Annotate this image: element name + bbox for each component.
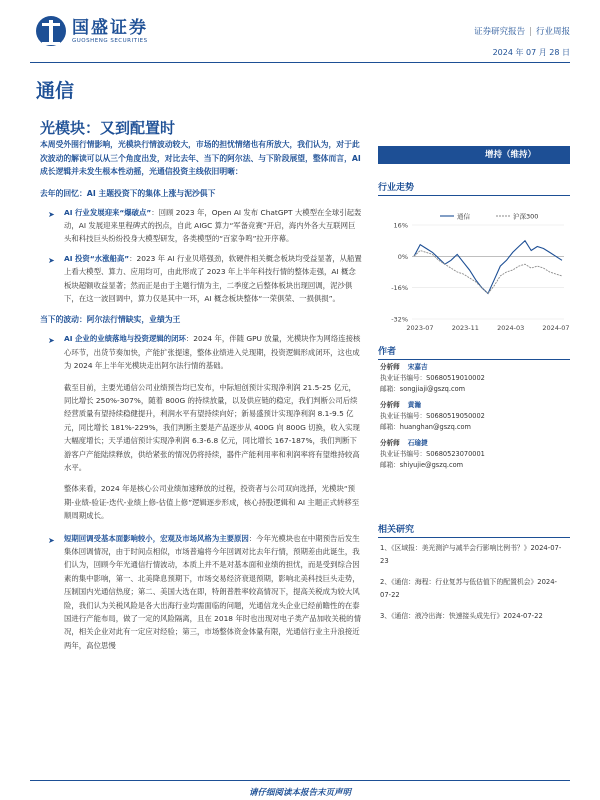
author-email[interactable]: shiyujie@gszq.com <box>399 461 464 469</box>
brand-logo <box>36 16 148 46</box>
bullet-text: ：今年光模块也在中期预告后发生集体回调情况，由于时间点相似，市场普遍将今年回调对比去年行情，预期差由此诞生，我们认为，回顾今年光通信行情波动，本质上并不是对基本面和业绩的担忧，而是受到综合因素的集中影响，第一、北美降息预期下，市场交易经济衰退预期，影响北美科技巨头走势，压制国内光通信热度；第二、美国大选在即，特朗普胜率较高情况下，提高关税成为较大风险，我们认为关税风险是各大出海行业均需面临的问题，光通信龙头企业已经前瞻性的在泰国进行产能布局，做了一定的风险隔离，且在 2018 年时也出现对电子类产品加收关税的情况，相关企业对此有一定应对经验；第三，市场整体资金体量有限，光通信行业主升浪接近两年，高位思慢 <box>64 533 361 650</box>
cert-number: S0680519050002 <box>426 412 485 420</box>
x-tick-label: 2023-07 <box>406 324 434 332</box>
trend-heading: 行业走势 <box>378 180 570 196</box>
triangle-bullet-icon: ➤ <box>48 209 55 219</box>
rating-badge: 增持（维持） <box>378 146 570 164</box>
bullet-lead: AI 行业发展迎来“爆破点” <box>64 207 152 217</box>
triangle-bullet-icon: ➤ <box>48 535 55 545</box>
author-block <box>380 362 570 395</box>
bullet-item <box>40 252 362 306</box>
section-heading-2: 当下的波动：阿尔法行情缺实，业绩为王 <box>40 315 181 325</box>
author-name: 黄瀚 <box>407 401 421 409</box>
y-tick-label: -32% <box>391 315 408 324</box>
bullet-lead: 短期回调受基本面影响较小，宏观及市场风格为主要原因 <box>64 533 249 543</box>
author-block <box>380 400 570 433</box>
related-report-link[interactable]: 2、《通信：海程：行业复苏与低估值下的配置机会》2024-07-22 <box>380 578 558 599</box>
header-divider <box>30 62 570 63</box>
author-email[interactable]: huanghan@gszq.com <box>399 423 471 431</box>
x-tick-label: 2024-03 <box>497 324 525 332</box>
bullet-item <box>40 206 362 246</box>
paragraph: 整体来看，2024 年是核心公司业绩加速释放的过程，投资者与公司双向选择，光模块“预期-业绩-验证-迭代-业绩上修-估值上修”逻辑逐步形成，核心持股逻辑和 AI 主题正式转移至顺周期成长。 <box>64 484 360 521</box>
brand-name-cn: 国盛证券 <box>72 17 148 38</box>
y-tick-label: -16% <box>391 284 408 293</box>
authors-heading: 作者 <box>378 344 570 360</box>
triangle-bullet-icon: ➤ <box>48 255 55 265</box>
related-research-list <box>380 542 568 631</box>
report-type-label: 证券研究报告 <box>474 27 526 37</box>
bullet-lead: AI 企业的业绩落地与投资逻辑的闭环 <box>64 334 186 344</box>
trend-chart <box>378 207 570 337</box>
report-title: 光模块：又到配置时 <box>40 119 176 137</box>
brand-name-en: GUOSHENG SECURITIES <box>72 37 148 44</box>
footer-disclaimer: 请仔细阅读本报告末页声明 <box>30 780 570 798</box>
author-role: 分析师 <box>380 401 400 409</box>
related-heading: 相关研究 <box>378 522 570 538</box>
cert-label: 执业证书编号： <box>380 412 427 420</box>
bullet-text: ：2023 年 AI 行业贝塔强劲，软硬件相关概念板块均受益显著，从船置上看大模型、算力、应用均可，由此形成了 2023 年上半年科技行情的整体走强，AI 概念板块超额收益显著；然而正是由于主题行情为主，二季度之后整体板块出现回调，泥沙俱下，在这一波回调中，算力仅是其中一环，AI 概念板块整体“一荣俱荣、一损俱损”。 <box>64 253 362 303</box>
legend-label: 通信 <box>457 212 470 221</box>
cert-number: S0680519010002 <box>426 374 485 382</box>
x-tick-label: 2024-07 <box>542 324 570 332</box>
report-type <box>474 25 570 37</box>
main-content <box>40 138 362 652</box>
logo-icon <box>36 16 66 46</box>
related-report-link[interactable]: 3、《通信：液冷出海：快速接头成先行》2024-07-22 <box>380 612 543 620</box>
trend-chart-svg <box>378 207 570 337</box>
author-role: 分析师 <box>380 439 400 447</box>
legend-label: 沪深300 <box>513 212 539 221</box>
author-name: 宋嘉吉 <box>407 363 428 371</box>
paragraph: 截至目前，主要光通信公司业绩预告均已发布，中际旭创预计实现净利润 21.5-25 亿元，同比增长 250%-307%，随着 800G 的持续放量，以及供应链的稳定，我们判断公司后续经营质量有望持续稳健提升，利润水平有望持续向好；新易盛预计实现净利润 8.1-9.5 亿元，同比增长 181%-229%，我们判断主要是产品逐步从 400G 向 800G 切换，收入实现大幅度增长；天孚通信预计实现净利润 6.3-6.8 亿元，同比增长 167-187%，我们判断下游客户产能陆续释放，供给紧张的情况仍将持续，器件产能利用率和利润率将有望维持较高水平。 <box>64 382 360 472</box>
cert-label: 执业证书编号： <box>380 374 427 382</box>
industry-name: 通信 <box>36 80 75 102</box>
bullet-item <box>40 332 362 372</box>
email-label: 邮箱： <box>380 461 400 469</box>
author-block <box>380 438 570 471</box>
email-label: 邮箱： <box>380 423 400 431</box>
bullet-item <box>40 532 362 653</box>
email-label: 邮箱： <box>380 385 400 393</box>
series-line-csi300 <box>414 251 562 294</box>
y-tick-label: 0% <box>397 252 408 261</box>
bullet-text: ：回顾 2023 年，Open AI 发布 ChatGPT 大模型在全球引起轰动，AI 发展迎来里程碑式的拐点，自此 AIGC 算力“军备竞赛”开启，海内外各大互联网巨头和科技巨头纷纷投身大模型研发，各类模型的“百家争鸣”拉开序幕。 <box>64 207 362 244</box>
header-separator: | <box>529 27 532 37</box>
related-report-link[interactable]: 1、《区域报：美光测沪与减半会行影响比例书？》2024-07-23 <box>380 544 562 565</box>
cert-number: S0680523070001 <box>426 450 485 458</box>
report-date: 2024 年 07 月 28 日 <box>492 48 570 57</box>
x-tick-label: 2023-11 <box>451 324 479 332</box>
author-email[interactable]: songjiaji@gszq.com <box>399 385 466 393</box>
report-subtype-label: 行业周报 <box>535 27 570 37</box>
author-role: 分析师 <box>380 363 400 371</box>
triangle-bullet-icon: ➤ <box>48 336 55 346</box>
summary: 本周受外围行情影响，光模块行情波动较大，市场的担忧情绪也有所放大，我们认为，对于此次波动的解读可以从三个角度出发，对比去年、当下的阿尔法、与下阶段展望，整体而言，AI 成长逻辑并未发生根本性动摇，光通信投资主线依旧明晰： <box>40 140 361 176</box>
cert-label: 执业证书编号： <box>380 450 427 458</box>
authors-list <box>380 362 570 476</box>
author-name: 石瑜捷 <box>407 439 428 447</box>
bullet-lead: AI 投资“水涨船高” <box>64 253 130 263</box>
section-heading-1: 去年的回忆：AI 主题投资下的集体上涨与泥沙俱下 <box>40 188 216 198</box>
bullet-text: ：2024 年，伴随 GPU 放量，光模块作为网络连接核心环节，出货节奏加快，产能扩张提速，整体业绩进入兑现期，投资逻辑形成闭环，这也成为 2024 年上半年光模块走出阿尔法行情的基础。 <box>64 334 361 371</box>
y-tick-label: 16% <box>393 221 408 230</box>
series-line-telecom <box>414 241 562 294</box>
